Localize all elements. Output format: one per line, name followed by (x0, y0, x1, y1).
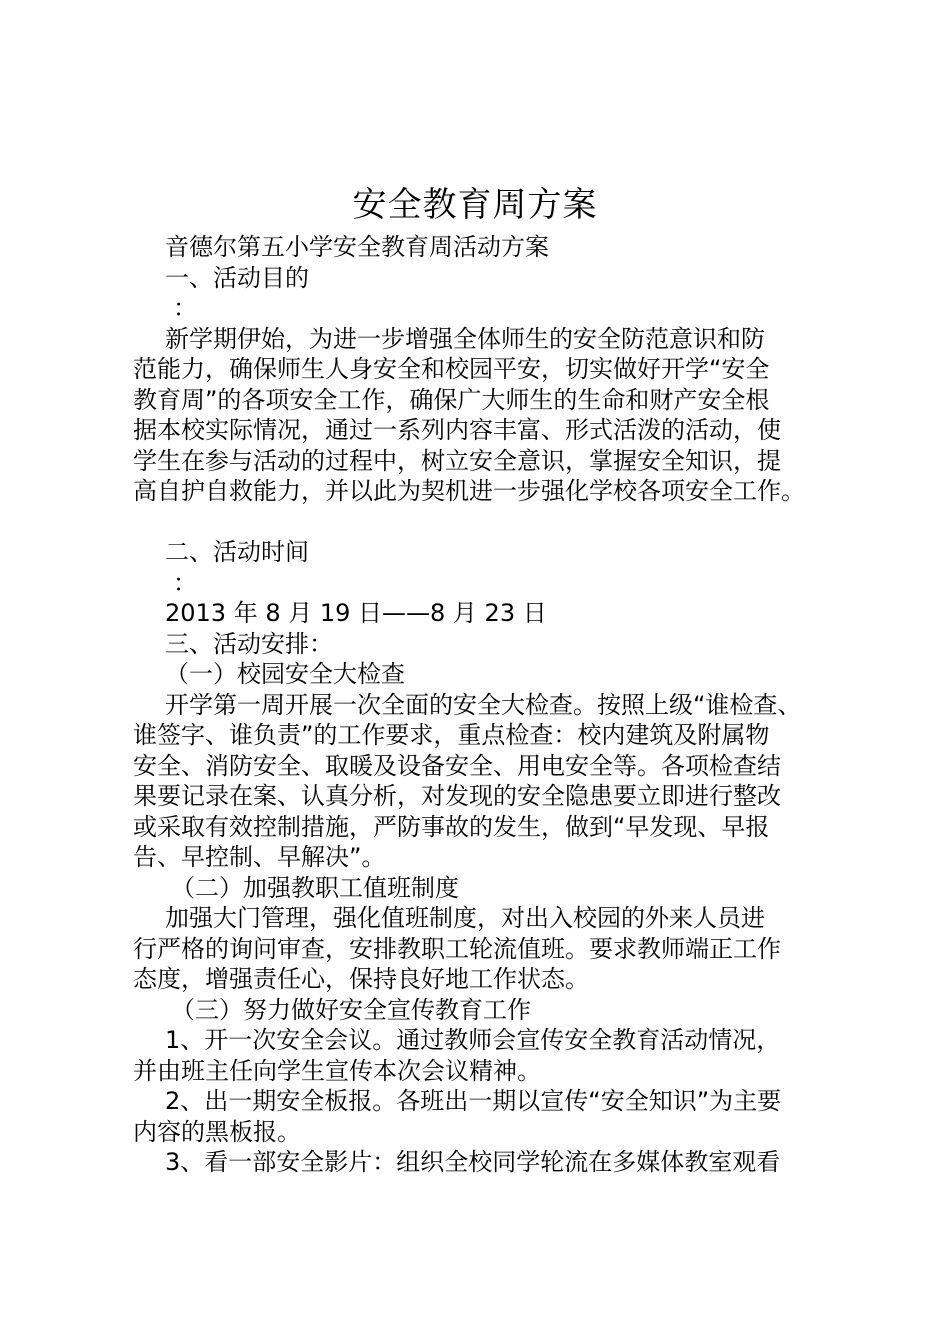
colon-line: ： (173, 294, 197, 322)
paragraph-line: 果要记录在案、认真分析，对发现的安全隐患要立即进行整改 (133, 782, 781, 810)
paragraph-line: 范能力，确保师生人身安全和校园平安，切实做好开学“安全 (133, 355, 770, 383)
section-heading: 三、活动安排： (165, 629, 333, 658)
paragraph-line: 谁签字、谁负责”的工作要求，重点检查：校内建筑及附属物 (133, 721, 770, 749)
list-item-continuation: 内容的黑板报。 (133, 1117, 301, 1146)
paragraph-line: 或采取有效控制措施，严防事故的发生，做到“早发现、早报 (133, 812, 770, 841)
section-heading: 二、活动时间 (165, 538, 309, 566)
subsection-heading: （三）努力做好安全宣传教育工作 (171, 995, 531, 1024)
paragraph-line: 教育周”的各项安全工作，确保广大师生的生命和财产安全根 (133, 385, 770, 414)
list-item: 2、出一期安全板报。各班出一期以宣传“安全知识”为主要 (165, 1087, 782, 1115)
list-item: 3、看一部安全影片：组织全校同学轮流在多媒体教室观看 (165, 1148, 781, 1176)
paragraph-line: 安全、消防安全、取暖及设备安全、用电安全等。各项检查结 (133, 751, 781, 780)
subsection-heading: （一）校园安全大检查 (165, 660, 405, 688)
paragraph-line: 高自护自救能力，并以此为契机进一步强化学校各项安全工作。 (133, 477, 805, 505)
blank-line (133, 507, 833, 538)
colon-line: ： (173, 568, 197, 597)
paragraph-line: 态度，增强责任心，保持良好地工作状态。 (133, 965, 589, 993)
paragraph-line: 新学期伊始，为进一步增强全体师生的安全防范意识和防 (165, 324, 765, 353)
paragraph-line: 学生在参与活动的过程中，树立安全意识，掌握安全知识，提 (133, 446, 781, 475)
list-item: 1、开一次安全会议。通过教师会宣传安全教育活动情况， (165, 1026, 781, 1054)
subsection-heading: （二）加强教职工值班制度 (171, 873, 459, 902)
section-heading: 一、活动目的 (165, 263, 309, 292)
document-title: 安全教育周方案 (352, 185, 598, 225)
date-range: 2013 年 8 月 19 日——8 月 23 日 (165, 599, 547, 627)
list-item-continuation: 并由班主任向学生宣传本次会议精神。 (133, 1056, 541, 1085)
subtitle-line: 音德尔第五小学安全教育周活动方案 (165, 233, 549, 261)
paragraph-line: 据本校实际情况，通过一系列内容丰富、形式活泼的活动，使 (133, 416, 781, 444)
paragraph-line: 开学第一周开展一次全面的安全大检查。按照上级“谁检查、 (165, 690, 802, 719)
paragraph-line: 告、早控制、早解决”。 (133, 843, 386, 871)
paragraph-line: 行严格的询问审查，安排教职工轮流值班。要求教师端正工作 (133, 934, 781, 963)
paragraph-line: 加强大门管理，强化值班制度，对出入校园的外来人员进 (165, 904, 765, 932)
document-body (133, 232, 833, 1178)
